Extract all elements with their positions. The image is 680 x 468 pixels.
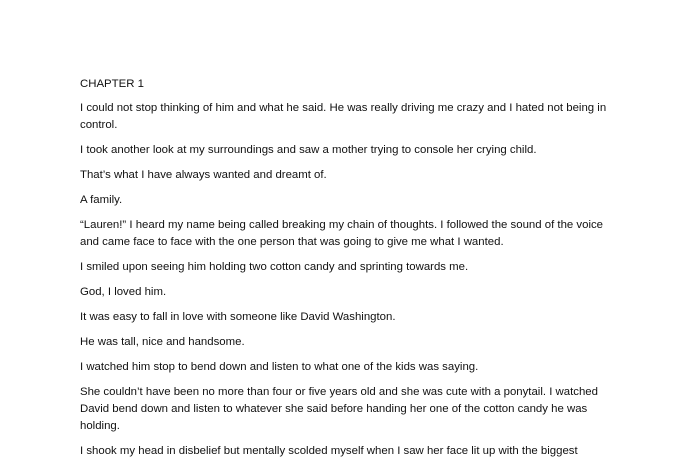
paragraph: I shook my head in disbelief but mentally scolded myself when I saw her face lit up with the biggest: [80, 445, 578, 457]
paragraph: I took another look at my surroundings and saw a mother trying to console her crying child.: [80, 144, 537, 156]
paragraph: A family.: [80, 194, 123, 206]
paragraph: He was tall, nice and handsome.: [80, 336, 245, 348]
paragraph: That’s what I have always wanted and dreamt of.: [80, 169, 327, 181]
paragraph: God, I loved him.: [80, 286, 167, 298]
paragraph: It was easy to fall in love with someone like David Washington.: [80, 311, 396, 323]
chapter-title: CHAPTER 1: [80, 78, 144, 90]
document-page: [80, 76, 620, 468]
paragraph: I watched him stop to bend down and listen to what one of the kids was saying.: [80, 361, 479, 373]
paragraph: “Lauren!” I heard my name being called breaking my chain of thoughts. I followed the sound of the voice and came face to face with the one person that was going to give me what I wanted.: [80, 219, 604, 248]
paragraph: I could not stop thinking of him and what he said. He was really driving me crazy and I hated not being in control.: [80, 102, 607, 131]
paragraph: I smiled upon seeing him holding two cotton candy and sprinting towards me.: [80, 261, 469, 273]
paragraph: She couldn’t have been no more than four or five years old and she was cute with a ponytail. I watched David bend down and listen to whatever she said before handing her one of the cotton candy he was holding.: [80, 386, 598, 432]
